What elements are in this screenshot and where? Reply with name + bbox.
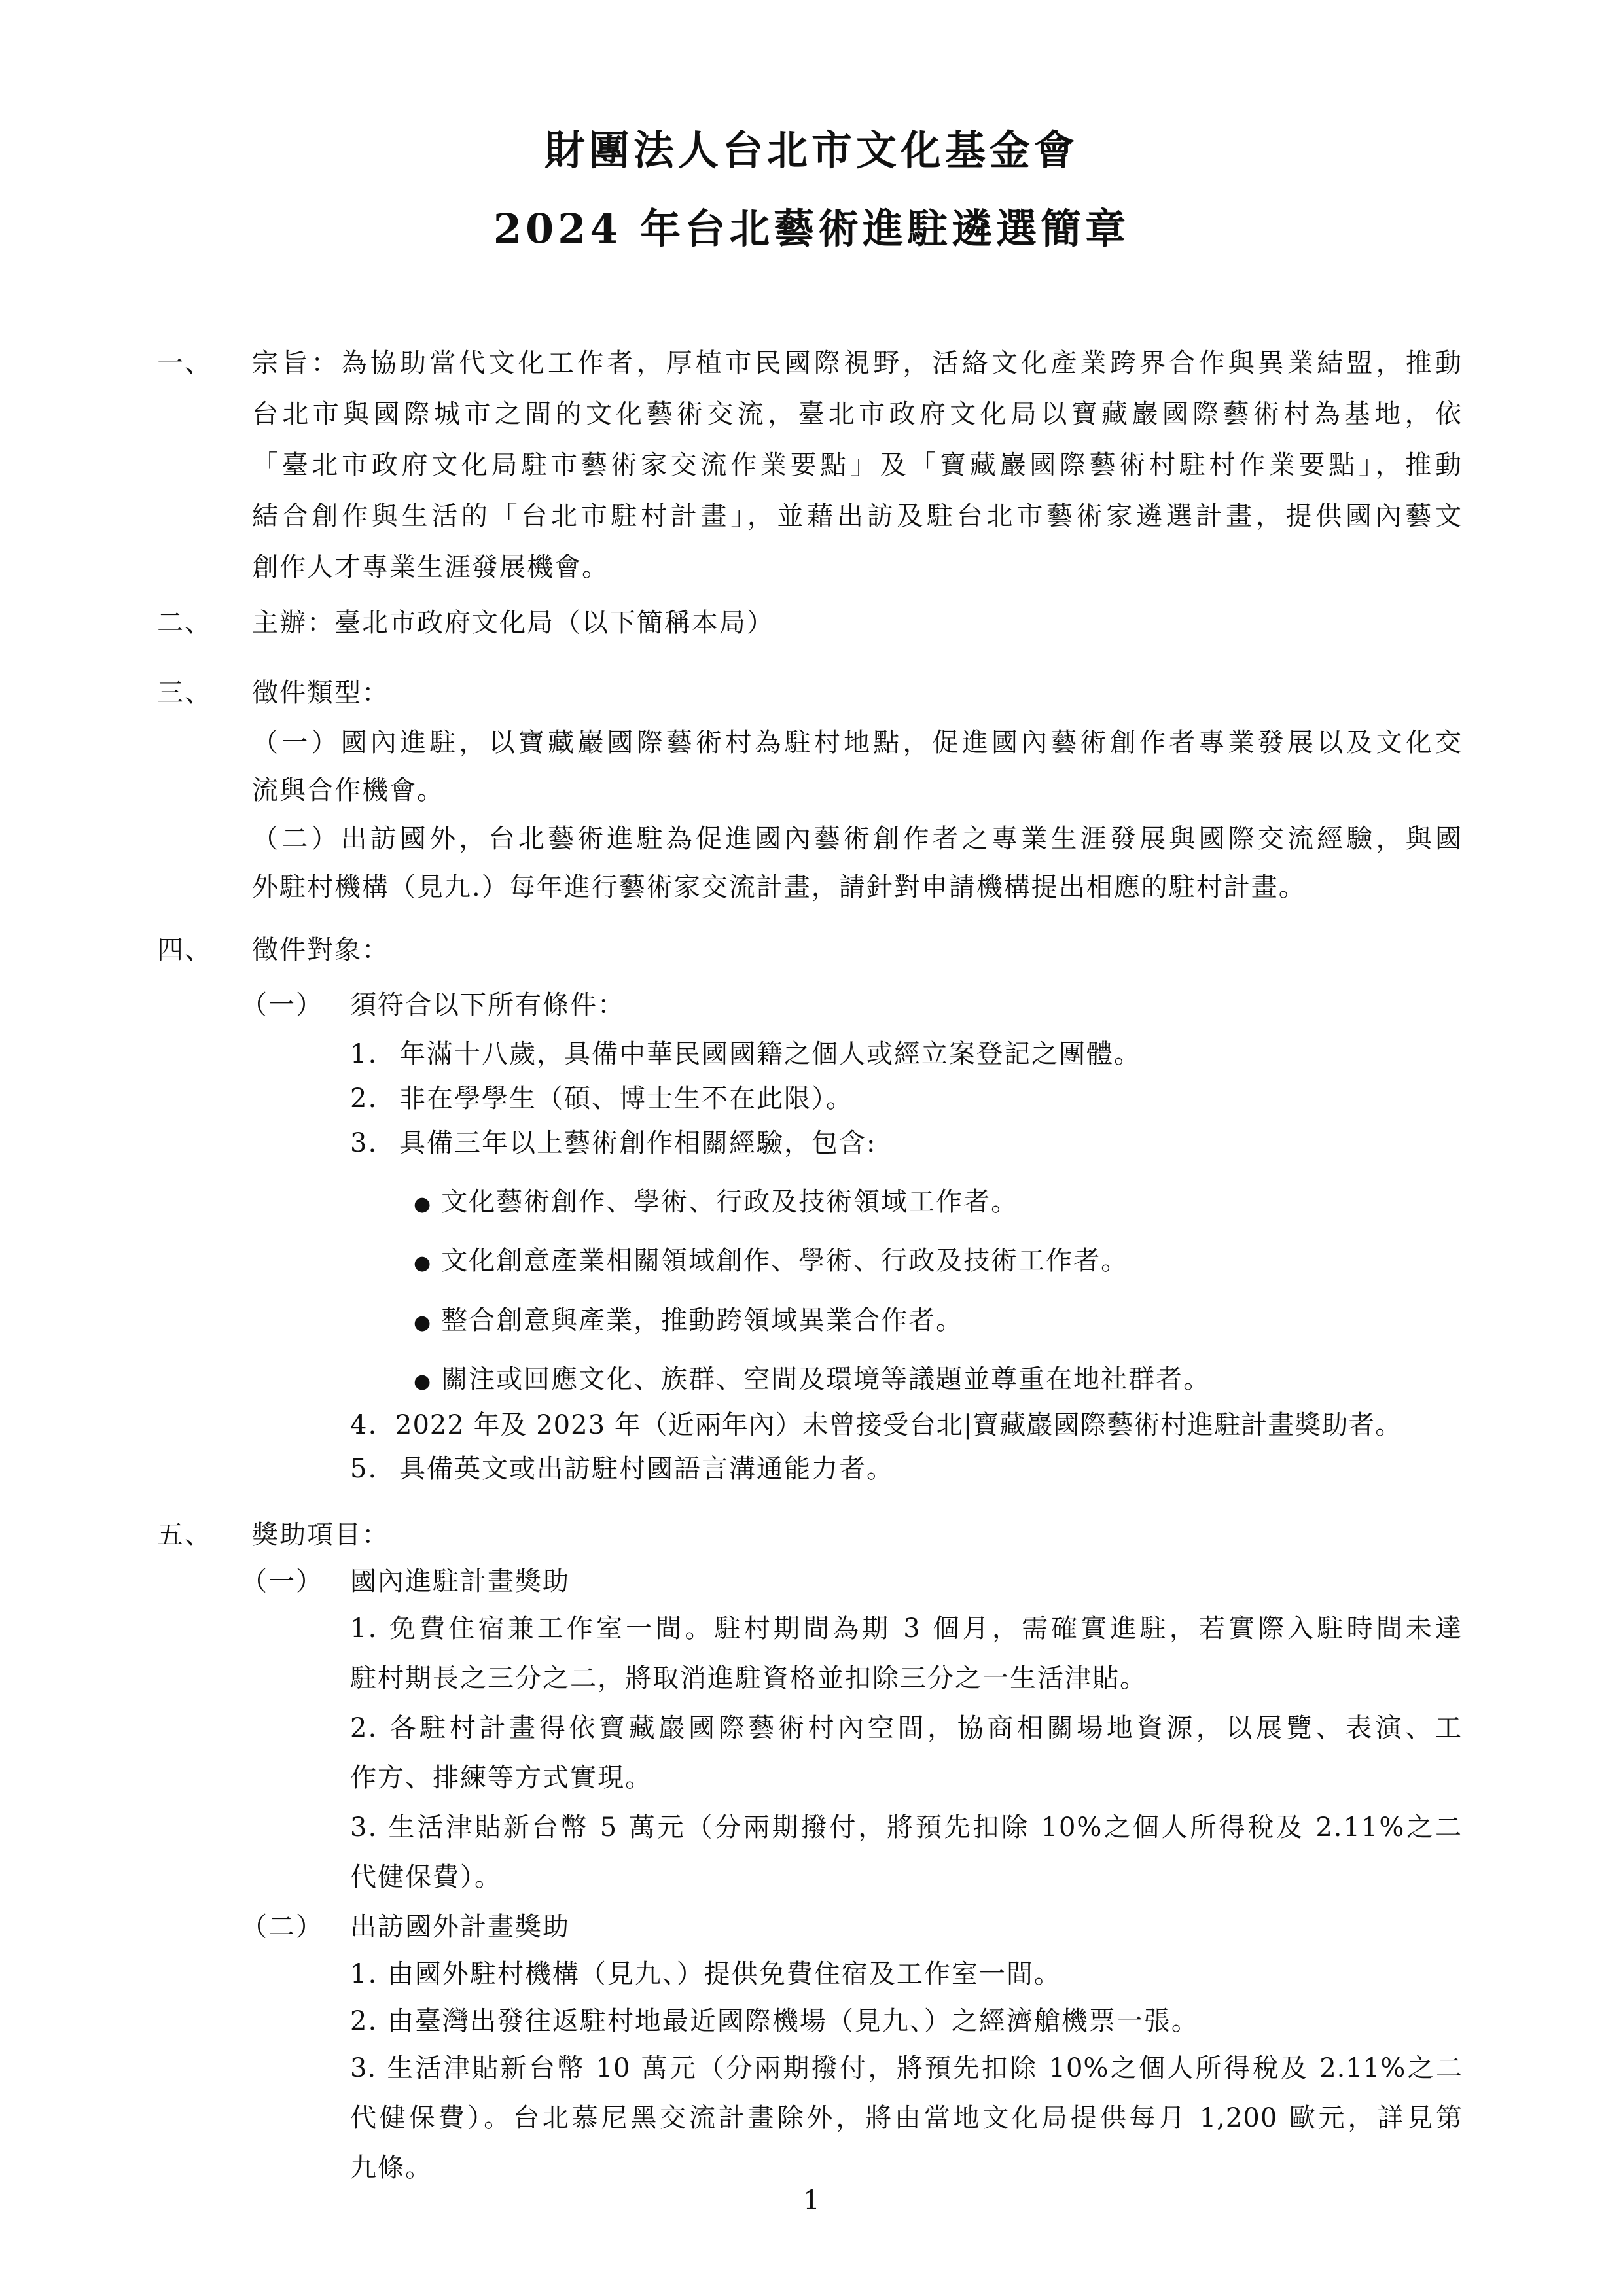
criteria-item-text: 具備三年以上藝術創作相關經驗，包含:	[399, 1128, 877, 1158]
section-4-heading: 徵件對象：	[252, 935, 389, 965]
sub2-line: 1. 由國外駐村機構（見九、）提供免費住宿及工作室一間。	[350, 1959, 1061, 1989]
sub1-line: 3. 生活津貼新台幣 5 萬元（分兩期撥付，將預先扣除 10%之個人所得稅及 2.11%之二	[350, 1812, 1463, 1843]
section-5-sub1-number: （一）	[241, 1566, 323, 1597]
criteria-item-number: 1.	[350, 1039, 378, 1069]
section-5-sub1-heading: 國內進駐計畫獎助	[350, 1566, 570, 1597]
section-4-number: 四、	[157, 935, 212, 965]
sub2-line: 3. 生活津貼新台幣 10 萬元（分兩期撥付，將預先扣除 10%之個人所得稅及 2.11%之二	[350, 2053, 1463, 2083]
section-1-line-5: 創作人才專業生涯發展機會。	[252, 552, 609, 582]
section-5-number: 五、	[157, 1520, 212, 1550]
document-subtitle: 2024 年台北藝術進駐遴選簡章	[493, 205, 1130, 253]
section-5-sub2-heading: 出訪國外計畫獎助	[350, 1912, 570, 1942]
criteria-bullet: ● 文化創意產業相關領域創作、學術、行政及技術工作者。	[414, 1243, 1128, 1282]
section-5-heading: 獎助項目：	[252, 1520, 389, 1550]
document-title: 財團法人台北市文化基金會	[544, 126, 1079, 174]
criteria-item-number: 3.	[350, 1128, 378, 1158]
section-3-heading: 徵件類型：	[252, 678, 389, 708]
section-4-sub-number: （一）	[241, 990, 323, 1020]
section-3-line-3: （二）出訪國外，台北藝術進駐為促進國內藝術創作者之專業生涯發展與國際交流經驗，與國	[252, 824, 1463, 854]
criteria-item-text: 非在學學生（碩、博士生不在此限）。	[399, 1084, 853, 1114]
criteria-item-text: 年滿十八歲，具備中華民國國籍之個人或經立案登記之團體。	[399, 1039, 1141, 1069]
criteria-bullet: ● 關注或回應文化、族群、空間及環境等議題並尊重在地社群者。	[414, 1361, 1211, 1400]
section-1-line-1: 宗旨：為協助當代文化工作者，厚植市民國際視野，活絡文化產業跨界合作與異業結盟，推動	[252, 348, 1463, 378]
sub1-line: 2. 各駐村計畫得依寶藏巖國際藝術村內空間，協商相關場地資源，以展覽、表演、工	[350, 1713, 1463, 1743]
sub2-line: 九條。	[350, 2153, 433, 2183]
section-3-line-4: 外駐村機構（見九.）每年進行藝術家交流計畫，請針對申請機構提出相應的駐村計畫。	[252, 872, 1306, 902]
section-1-number: 一、	[157, 348, 212, 378]
section-1-line-4: 結合創作與生活的「台北市駐村計畫」，並藉出訪及駐台北市藝術家遴選計畫，提供國內藝文	[252, 501, 1463, 531]
sub1-line: 代健保費）。	[350, 1862, 502, 1892]
section-1-line-3: 「臺北市政府文化局駐市藝術家交流作業要點」及「寶藏巖國際藝術村駐村作業要點」，推動	[252, 450, 1463, 480]
section-4-sub-heading: 須符合以下所有條件：	[350, 990, 625, 1020]
sub1-line: 駐村期長之三分之二，將取消進駐資格並扣除三分之一生活津貼。	[350, 1663, 1147, 1693]
sub1-line: 作方、排練等方式實現。	[350, 1763, 652, 1793]
criteria-item-text: 2022 年及 2023 年（近兩年內）未曾接受台北|寶藏巖國際藝術村進駐計畫獎助者。	[395, 1410, 1402, 1440]
criteria-item-number: 4.	[350, 1410, 378, 1440]
criteria-item-number: 5.	[350, 1454, 378, 1484]
criteria-bullet: ● 文化藝術創作、學術、行政及技術領域工作者。	[414, 1184, 1018, 1223]
criteria-bullet: ● 整合創意與產業，推動跨領域異業合作者。	[414, 1302, 963, 1341]
section-3-line-2: 流與合作機會。	[252, 775, 444, 805]
sub2-line: 代健保費）。台北慕尼黑交流計畫除外，將由當地文化局提供每月 1,200 歐元，詳見第	[350, 2103, 1463, 2133]
sub2-line: 2. 由臺灣出發往返駐村地最近國際機場（見九、）之經濟艙機票一張。	[350, 2006, 1199, 2036]
section-3-line-1: （一）國內進駐，以寶藏巖國際藝術村為駐村地點，促進國內藝術創作者專業發展以及文化交	[252, 728, 1463, 758]
section-5-sub2-number: （二）	[241, 1912, 323, 1942]
criteria-item-number: 2.	[350, 1084, 378, 1114]
criteria-item-text: 具備英文或出訪駐村國語言溝通能力者。	[399, 1454, 894, 1484]
section-3-number: 三、	[157, 678, 212, 708]
sub1-line: 1. 免費住宿兼工作室一間。駐村期間為期 3 個月，需確實進駐，若實際入駐時間未達	[350, 1614, 1463, 1644]
section-2-text: 主辦：臺北市政府文化局（以下簡稱本局）	[252, 608, 774, 638]
page-number: 1	[803, 2185, 820, 2216]
section-2-number: 二、	[157, 608, 212, 638]
section-1-line-2: 台北市與國際城市之間的文化藝術交流，臺北市政府文化局以寶藏巖國際藝術村為基地，依	[252, 399, 1463, 429]
